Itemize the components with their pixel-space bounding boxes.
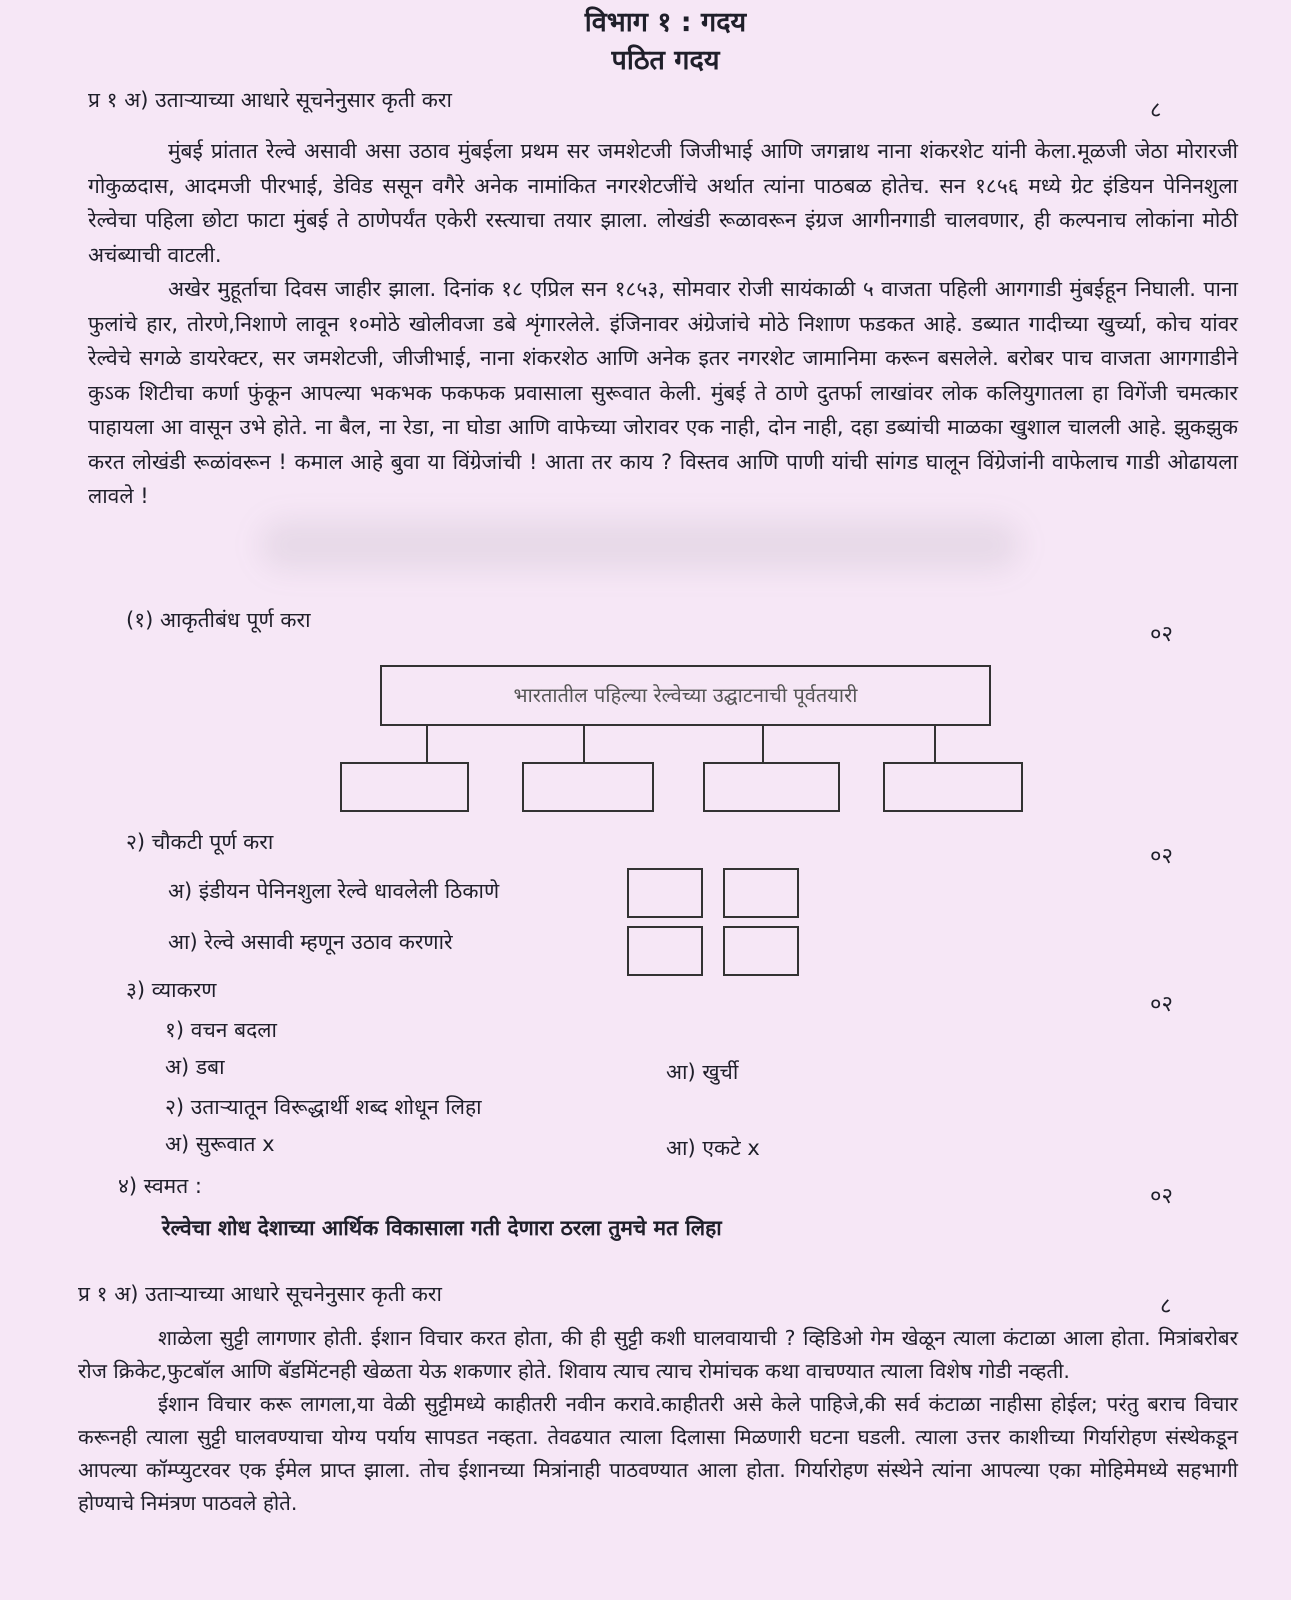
task3-label: ३) व्याकरण [126,978,217,1002]
question1-passage [88,134,1238,514]
task3-sub1-b: आ) खुर्ची [666,1060,739,1084]
task1-marks: ०२ [1150,622,1173,647]
diagram-title: भारतातील पहिल्या रेल्वेच्या उद्घाटनाची पूर्वतयारी [513,683,858,707]
question1-marks: ८ [1150,98,1162,123]
diagram-answer-box[interactable] [522,762,654,812]
question1-heading: प्र १ अ) उताऱ्याच्या आधारे सूचनेनुसार कृती करा [88,88,452,112]
task2-item-a: अ) इंडीयन पेनिनशुला रेल्वे धावलेली ठिकाणे [168,879,500,903]
diagram-answer-box[interactable] [340,762,469,812]
passage-paragraph: ईशान विचार करू लागला,या वेळी सुट्टीमध्ये काहीतरी नवीन करावे.काहीतरी असे केले पाहिजे,की सर्व कंटाळा नाहीसा होईल; परंतु बराच विचार करूनही त्याला सुट्टी घालवण्याचा योग्य पर्याय सापडत नव्हता. तेवढयात त्याला दिलासा मिळणारी घटना घडली. त्याला उत्तर काशीच्या गिर्यारोहण संस्थेकडून आपल्या कॉम्प्युटरवर एक ईमेल प्राप्त झाला. तोच ईशानच्या मित्रांनाही पाठवण्यात आला होता. गिर्यारोहण संस्थेने त्यांना आपल्या एका मोहिमेमध्ये सहभागी होण्याचे निमंत्रण पाठवले होते. [78,1392,1238,1515]
diagram-connector [762,724,764,764]
diagram-answer-box[interactable] [883,762,1023,812]
section-title: विभाग १ : गदय [584,7,747,38]
passage-paragraph: शाळेला सुट्टी लागणार होती. ईशान विचार करत होता, की ही सुट्टी कशी घालवायाची ? व्हिडिओ गेम खेळून त्याला कंटाळा आला होता. मित्रांबरोबर रोज क्रिकेट,फुटबॉल आणि बॅडमिंटनही खेळता येऊ शकणार होते. शिवाय त्याच त्याच रोमांचक कथा वाचण्यात त्याला विशेष गोडी नव्हती. [78,1326,1238,1383]
task2-answer-box[interactable] [627,868,703,918]
question2-marks: ८ [1160,1294,1172,1319]
passage-paragraph: मुंबई प्रांतात रेल्वे असावी असा उठाव मुंबईला प्रथम सर जमशेटजी जिजीभाई आणि जगन्नाथ नाना शंकरशेट यांनी केला.मूळजी जेठा मोरारजी गोकुळदास, आदमजी पीरभाई, डेविड ससून वगैरे अनेक नामांकित नगरशेटजींचे अर्थात त्यांना पाठबळ होतेच. सन १८५६ मध्ये ग्रेट इंडियन पेनिनशुला रेल्वेचा पहिला छोटा फाटा मुंबई ते ठाणेपर्यंत एकेरी रस्त्याचा तयार झाला. लोखंडी रूळावरून इंग्रज आगीनगाडी चालवणार, ही कल्पनाच लोकांना मोठी अचंब्याची वाटली. [88,139,1238,267]
task2-answer-box[interactable] [627,926,703,976]
task3-sub2: २) उताऱ्यातून विरूद्धार्थी शब्द शोधून लिहा [165,1095,482,1119]
task2-label: २) चौकटी पूर्ण करा [126,830,274,854]
diagram-answer-box[interactable] [703,762,840,812]
task2-item-b: आ) रेल्वे असावी म्हणून उठाव करणारे [168,930,453,954]
task3-marks: ०२ [1150,992,1173,1017]
task3-sub1: १) वचन बदला [165,1018,277,1042]
question2-passage [78,1322,1238,1520]
diagram-connector [934,724,936,764]
task2-marks: ०२ [1150,844,1173,869]
task2-answer-box[interactable] [723,926,799,976]
task4-label: ४) स्वमत : [118,1174,202,1198]
task4-prompt: रेल्वेचा शोध देशाच्या आर्थिक विकासाला गती देणारा ठरला तुमचे मत लिहा [162,1216,722,1240]
passage-paragraph: अखेर मुहूर्ताचा दिवस जाहीर झाला. दिनांक १८ एप्रिल सन १८५३, सोमवार रोजी सायंकाळी ५ वाजता पहिली आगगाडी मुंबईहून निघाली. पाना फुलांचे हार, तोरणे,निशाणे लावून १०मोठे खोलीवजा डबे शृंगारलेले. इंजिनावर अंग्रेजांचे मोठे निशाण फडकत आहे. डब्यात गादीच्या खुर्च्या, कोच यांवर रेल्वेचे सगळे डायरेक्टर, सर जमशेटजी, जीजीभाई, नाना शंकरशेठ आणि अनेक इतर नगरशेट जामानिमा करून बसलेले. बरोबर पाच वाजता आगगाडीने कुऽक शिटीचा कर्णा फुंकून आपल्या भकभक फकफक प्रवासाला सुरूवात केली. मुंबई ते ठाणे दुतर्फा लाखांवर लोक कलियुगातला हा विगेंजी चमत्कार पाहायला आ वासून उभे होते. ना बैल, ना रेडा, ना घोडा आणि वाफेच्या जोरावर एक नाही, दोन नाही, दहा डब्यांची माळका खुशाल चालली आहे. झुकझुक करत लोखंडी रूळांवरून ! कमाल आहे बुवा या विंग्रेजांची ! आता तर काय ? विस्तव आणि पाणी यांची सांगड घालून विंग्रेजांनी वाफेलाच गाडी ओढायला लावले ! [88,277,1238,508]
task1-label: (१) आकृतीबंध पूर्ण करा [126,608,311,632]
diagram-connector [583,724,585,764]
scan-smudge [260,520,1020,570]
question2-heading: प्र १ अ) उताऱ्याच्या आधारे सूचनेनुसार कृती करा [78,1282,442,1306]
diagram-connector [426,724,428,764]
task3-sub2-a: अ) सुरूवात x [165,1132,275,1156]
task4-marks: ०२ [1150,1184,1173,1209]
diagram-title-box [380,665,991,726]
task3-sub1-a: अ) डबा [165,1055,225,1079]
task2-answer-box[interactable] [723,868,799,918]
section-subtitle: पठित गदय [611,45,720,76]
task3-sub2-b: आ) एकटे x [666,1136,760,1160]
